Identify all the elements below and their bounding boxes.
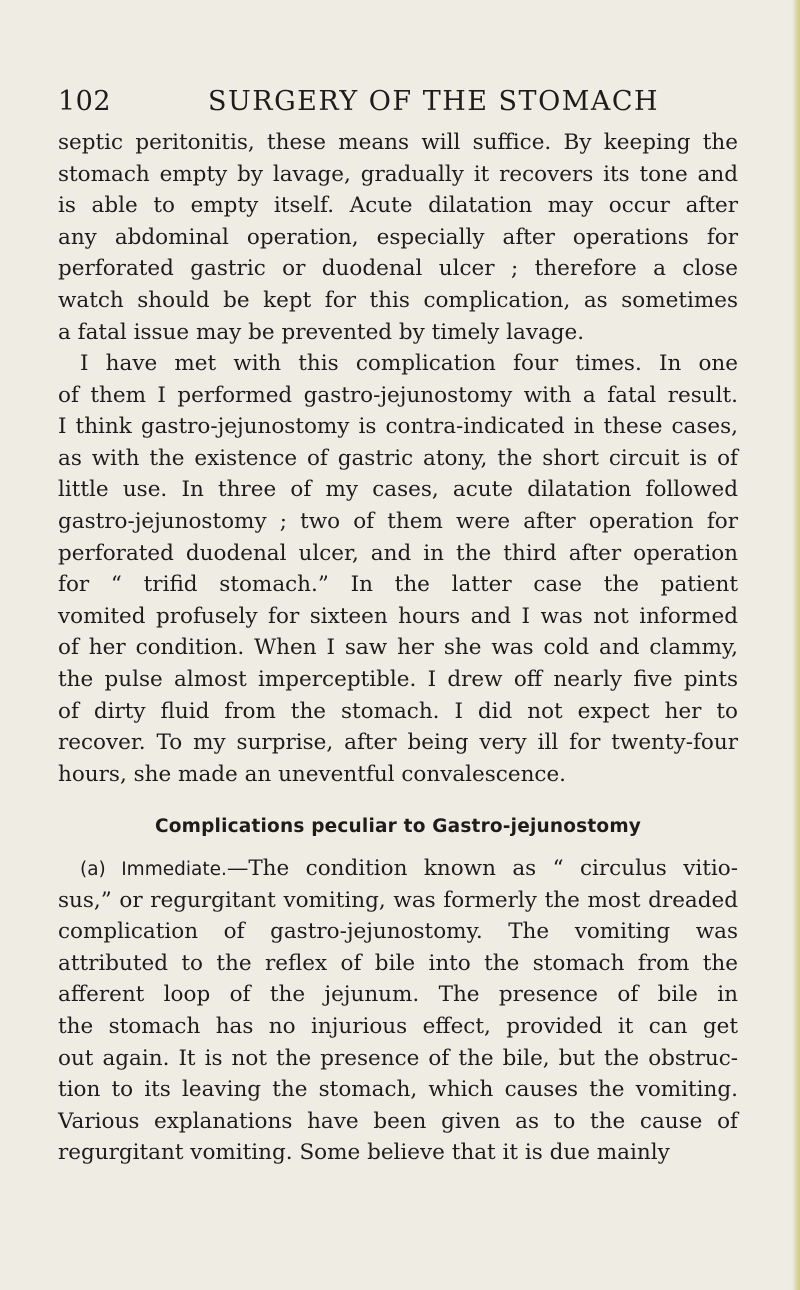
text-line: Various explanations have been given as to the cause of <box>58 1108 738 1134</box>
section-heading: Complications peculiar to Gastro-jejunostomy <box>154 816 642 837</box>
text-line: perforated duodenal ulcer, and in the third after operation <box>58 540 738 566</box>
text-line: a fatal issue may be prevented by timely lavage. <box>58 319 585 345</box>
text-line: gastro-jejunostomy ; two of them were after operation for <box>58 508 738 534</box>
text-line: any abdominal operation, especially after operations for <box>58 224 738 250</box>
text-line: out again. It is not the presence of the bile, but the obstruc- <box>58 1045 738 1071</box>
text-line: hours, she made an uneventful convalescence. <box>58 761 567 787</box>
text-line: as with the existence of gastric atony, the short circuit is of <box>58 445 738 471</box>
text-line: the stomach has no injurious effect, provided it can get <box>58 1013 738 1039</box>
text-line: recover. To my surprise, after being very ill for twenty-four <box>58 730 738 756</box>
text-line: perforated gastric or duodenal ulcer ; therefore a close <box>58 256 738 282</box>
text-line <box>58 853 738 885</box>
text-line: complication of gastro-jejunostomy. The vomiting was <box>58 919 738 945</box>
text-line: of dirty fluid from the stomach. I did not expect her to <box>58 698 738 724</box>
page-edge <box>792 0 800 1290</box>
text-line: for “ trifid stomach.” In the latter case the patient <box>58 572 738 598</box>
text-line: tion to its leaving the stomach, which causes the vomiting. <box>58 1077 738 1103</box>
text-line: of them I performed gastro-jejunostomy with a fatal result. <box>58 382 738 408</box>
text-line: I have met with this complication four times. In one <box>80 351 738 376</box>
text-line: I think gastro-jejunostomy is contra-indicated in these cases, <box>58 414 738 440</box>
text-line: stomach empty by lavage, gradually it recovers its tone and <box>58 161 738 187</box>
page-number: 102 <box>58 86 112 117</box>
page-header <box>58 86 738 122</box>
text-line: the pulse almost imperceptible. I drew off nearly five pints <box>58 666 738 692</box>
subsection-label: (a) Immediate. <box>80 859 227 880</box>
text-line: afferent loop of the jejunum. The presence of bile in <box>58 982 738 1008</box>
paragraph-2 <box>58 348 738 790</box>
subsection-immediate <box>58 853 738 1169</box>
text-line: is able to empty itself. Acute dilatation may occur after <box>58 193 738 219</box>
text-line: little use. In three of my cases, acute dilatation followed <box>58 477 738 503</box>
text-line: attributed to the reflex of bile into the stomach from the <box>58 950 738 976</box>
text-line: septic peritonitis, these means will suffice. By keeping the <box>58 130 738 155</box>
subsection-first-line: —The condition known as “ circulus vitio- <box>226 856 738 881</box>
text-line: of her condition. When I saw her she was cold and clammy, <box>58 635 738 661</box>
text-line: watch should be kept for this complication, as sometimes <box>58 287 738 313</box>
text-line: sus,” or regurgitant vomiting, was formerly the most dreaded <box>58 887 738 913</box>
text-line: vomited profusely for sixteen hours and I was not informed <box>58 603 738 629</box>
paragraph-1 <box>58 127 738 348</box>
text-line: regurgitant vomiting. Some believe that it is due mainly <box>58 1140 670 1166</box>
running-title: SURGERY OF THE STOMACH <box>208 86 660 117</box>
